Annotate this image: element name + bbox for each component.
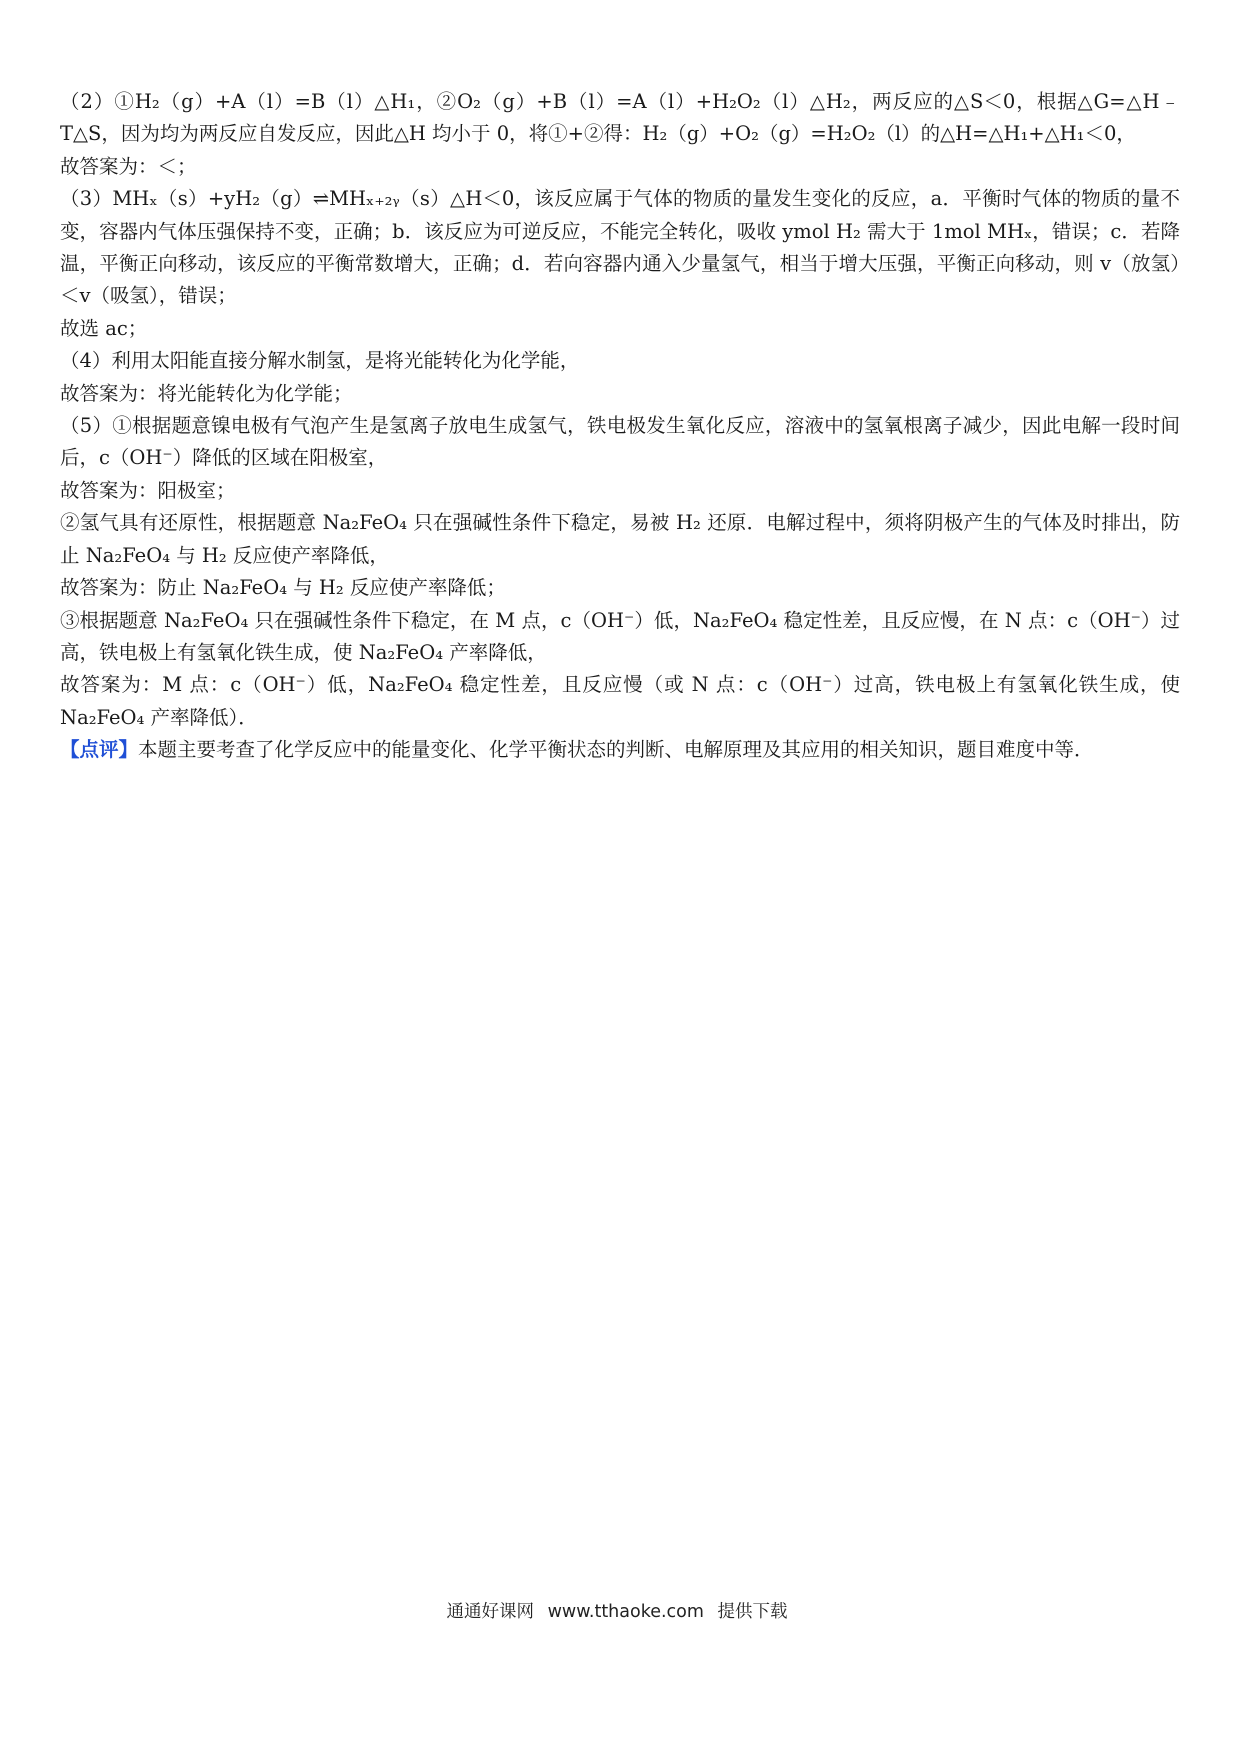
paragraph-5-2: ②氢气具有还原性，根据题意 Na₂FeO₄ 只在强碱性条件下稳定，易被 H₂ 还原．电解过程中，须将阴极产生的气体及时排出，防止 Na₂FeO₄ 与 H₂ 反应使产率降低， [60,511,1180,567]
paragraph-5-3: ③根据题意 Na₂FeO₄ 只在强碱性条件下稳定，在 M 点，c（OH⁻）低，Na₂FeO₄ 稳定性差，且反应慢，在 N 点：c（OH⁻）过高，铁电极上有氢氧化铁生成，使 Na₂FeO₄ 产率降低， [60,608,1180,664]
document-body [60,86,1180,767]
footer-suffix: 提供下载 [717,1602,788,1622]
footer-url[interactable]: www.tthaoke.com [547,1602,704,1622]
footer-site-name: 通通好课网 [446,1602,534,1622]
comment-label: 【点评】 [60,738,139,762]
comment-text: 本题主要考查了化学反应中的能量变化、化学平衡状态的判断、电解原理及其应用的相关知识，题目难度中等． [138,738,1094,762]
answer-4: 故答案为：将光能转化为化学能； [60,381,353,405]
paragraph-4: （4）利用太阳能直接分解水制氢，是将光能转化为化学能， [60,349,580,373]
answer-2: 故答案为：＜； [60,154,197,178]
paragraph-2: （2）①H₂（g）+A（l）=B（l）△H₁，②O₂（g）+B（l）=A（l）+H₂O₂（l）△H₂，两反应的△S＜0，根据△G=△H﹣T△S，因为均为两反应自发反应，因此△H 均小于 0，将①+②得：H₂（g）+O₂（g）=H₂O₂（l）的△H=△H₁+△H₁＜0， [60,90,1180,146]
paragraph-3: （3）MHₓ（s）+yH₂（g）⇌MHₓ₊₂ᵧ（s）△H＜0，该反应属于气体的物质的量发生变化的反应，a．平衡时气体的物质的量不变，容器内气体压强保持不变，正确；b．该反应为可逆反应，不能完全转化，吸收 ymol H₂ 需大于 1mol MHₓ，错误；c．若降温，平衡正向移动，该反应的平衡常数增大，正确；d．若向容器内通入少量氢气，相当于增大压强，平衡正向移动，则 v（放氢）＜v（吸氢），错误； [60,187,1180,308]
paragraph-5-1: （5）①根据题意镍电极有气泡产生是氢离子放电生成氢气，铁电极发生氧化反应，溶液中的氢氧根离子减少，因此电解一段时间后，c（OH⁻）降低的区域在阳极室， [60,414,1180,470]
page-footer [0,1598,1234,1623]
answer-5-3: 故答案为：M 点：c（OH⁻）低，Na₂FeO₄ 稳定性差，且反应慢（或 N 点：c（OH⁻）过高，铁电极上有氢氧化铁生成，使 Na₂FeO₄ 产率降低）． [60,673,1180,729]
comment-paragraph [60,734,1180,766]
answer-5-2: 故答案为：防止 Na₂FeO₄ 与 H₂ 反应使产率降低； [60,576,506,600]
answer-5-1: 故答案为：阳极室； [60,478,236,502]
answer-3: 故选 ac； [60,316,148,340]
